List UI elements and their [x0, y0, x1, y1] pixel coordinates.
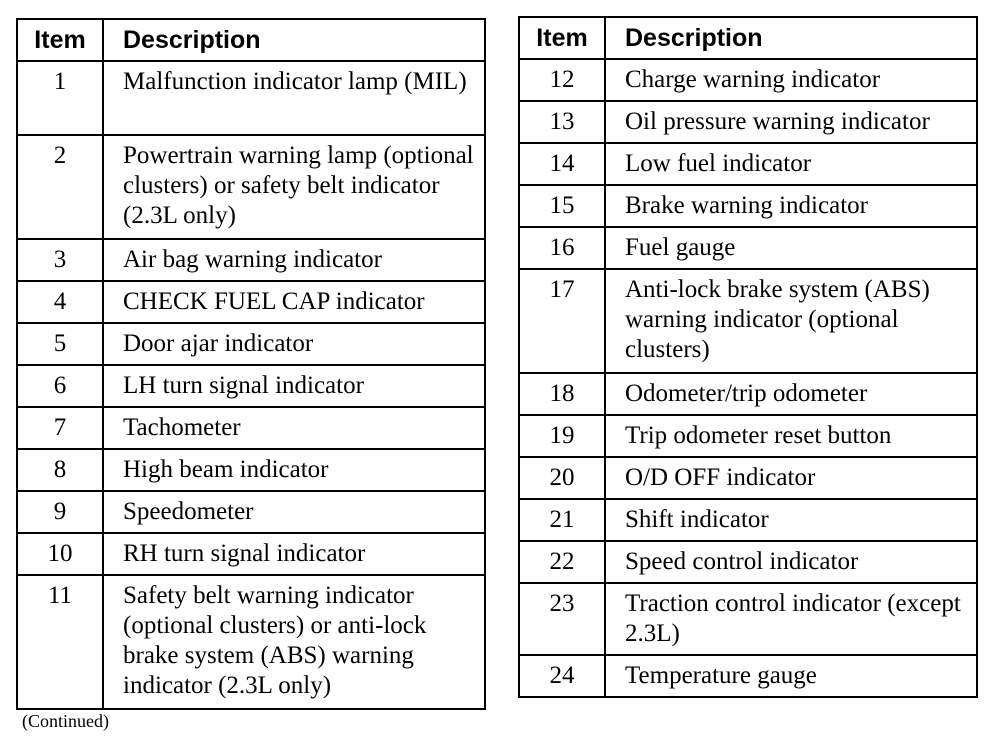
table-row: [519, 415, 977, 457]
item-description: Temperature gauge: [605, 655, 977, 697]
item-description: Speed control indicator: [605, 541, 977, 583]
table-row: [519, 541, 977, 583]
item-number: 20: [519, 457, 605, 499]
description-column-header: Description: [103, 19, 485, 61]
item-number: 5: [17, 323, 103, 365]
table-row: [17, 575, 485, 709]
table-row: [519, 373, 977, 415]
item-description: Safety belt warning indicator (optional clusters) or anti-lock brake system (ABS) warning indicator (2.3L only): [103, 575, 485, 709]
item-description: Shift indicator: [605, 499, 977, 541]
item-description: CHECK FUEL CAP indicator: [103, 281, 485, 323]
table-row: [17, 135, 485, 239]
table-row: [519, 185, 977, 227]
item-description: Brake warning indicator: [605, 185, 977, 227]
header-row: [519, 17, 977, 59]
item-number: 22: [519, 541, 605, 583]
table-row: [17, 239, 485, 281]
item-number: 9: [17, 491, 103, 533]
item-column-header: Item: [519, 17, 605, 59]
item-description: Traction control indicator (except 2.3L): [605, 583, 977, 655]
table-row: [519, 499, 977, 541]
table-row: [17, 365, 485, 407]
item-description: Odometer/trip odometer: [605, 373, 977, 415]
item-number: 4: [17, 281, 103, 323]
item-description: Speedometer: [103, 491, 485, 533]
item-description: Malfunction indicator lamp (MIL): [103, 61, 485, 135]
table-row: [519, 143, 977, 185]
item-number: 3: [17, 239, 103, 281]
item-number: 14: [519, 143, 605, 185]
item-description: O/D OFF indicator: [605, 457, 977, 499]
table-row: [17, 61, 485, 135]
item-column-header: Item: [17, 19, 103, 61]
table-row: [17, 323, 485, 365]
table-row: [17, 533, 485, 575]
item-description: Low fuel indicator: [605, 143, 977, 185]
item-number: 8: [17, 449, 103, 491]
table-row: [17, 407, 485, 449]
item-number: 1: [17, 61, 103, 135]
table-row: [519, 583, 977, 655]
table-row: [17, 449, 485, 491]
item-number: 24: [519, 655, 605, 697]
item-number: 18: [519, 373, 605, 415]
item-description: Charge warning indicator: [605, 59, 977, 101]
item-number: 16: [519, 227, 605, 269]
item-number: 23: [519, 583, 605, 655]
item-description: Anti-lock brake system (ABS) warning indicator (optional clusters): [605, 269, 977, 373]
item-description: Door ajar indicator: [103, 323, 485, 365]
table-row: [519, 269, 977, 373]
item-number: 17: [519, 269, 605, 373]
table-row: [17, 281, 485, 323]
item-number: 19: [519, 415, 605, 457]
item-description: Powertrain warning lamp (optional clusters) or safety belt indicator (2.3L only): [103, 135, 485, 239]
item-number: 7: [17, 407, 103, 449]
item-description: Air bag warning indicator: [103, 239, 485, 281]
item-number: 10: [17, 533, 103, 575]
item-description: Tachometer: [103, 407, 485, 449]
table-row: [519, 457, 977, 499]
item-description: Trip odometer reset button: [605, 415, 977, 457]
table-row: [519, 227, 977, 269]
legend-table-left: [16, 18, 486, 710]
item-description: RH turn signal indicator: [103, 533, 485, 575]
item-number: 21: [519, 499, 605, 541]
item-number: 11: [17, 575, 103, 709]
item-number: 2: [17, 135, 103, 239]
header-row: [17, 19, 485, 61]
item-description: Fuel gauge: [605, 227, 977, 269]
description-column-header: Description: [605, 17, 977, 59]
legend-table-right: [518, 16, 978, 698]
item-number: 13: [519, 101, 605, 143]
item-description: High beam indicator: [103, 449, 485, 491]
item-number: 12: [519, 59, 605, 101]
table-row: [519, 59, 977, 101]
item-number: 6: [17, 365, 103, 407]
item-description: Oil pressure warning indicator: [605, 101, 977, 143]
item-description: LH turn signal indicator: [103, 365, 485, 407]
table-row: [17, 491, 485, 533]
table-row: [519, 101, 977, 143]
table-row: [519, 655, 977, 697]
continued-note: (Continued): [22, 711, 109, 731]
item-number: 15: [519, 185, 605, 227]
